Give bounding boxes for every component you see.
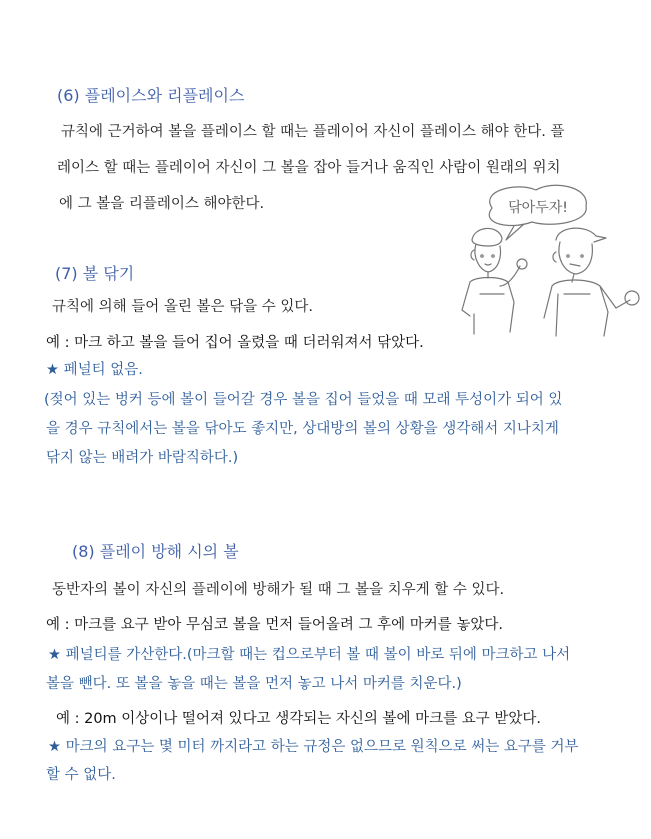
- section-7-example: 예 : 마크 하고 볼을 들어 집어 올렸을 때 더러워져서 닦았다.: [46, 335, 424, 351]
- section-6-line-1: 규칙에 근거하여 볼을 플레이스 할 때는 플레이어 자신이 플레이스 해야 한다. 플: [61, 124, 565, 140]
- section-7-note-1: (젖어 있는 벙커 등에 볼이 들어갈 경우 볼을 집어 들었을 때 모래 투성이가 되어 있: [44, 392, 563, 408]
- section-8-penalty-1-line-1: [48, 645, 570, 665]
- star-icon: ★: [48, 647, 61, 663]
- speech-bubble-text: 닦아두자!: [508, 200, 568, 216]
- section-8-example-2: 예 : 20m 이상이나 떨어져 있다고 생각되는 자신의 볼에 마크를 요구 받았다.: [56, 711, 541, 727]
- section-8-penalty-1-line-2: 볼을 뺀다. 또 볼을 놓을 때는 볼을 먼저 놓고 나서 마커를 치운다.): [46, 676, 462, 692]
- section-8-title: (8) 플레이 방해 시의 볼: [72, 542, 239, 561]
- section-6-line-2: 레이스 할 때는 플레이어 자신이 그 볼을 잡아 들거나 움직인 사람이 원래의 위치: [57, 160, 561, 176]
- section-8-penalty-1-text: 페널티를 가산한다.(마크할 때는 컵으로부터 볼 때 볼이 바로 뒤에 마크하고 나서: [65, 647, 571, 663]
- star-icon: ★: [48, 739, 61, 755]
- section-6-line-3: 에 그 볼을 리플레이스 해야한다.: [59, 196, 265, 212]
- golfers-illustration: [440, 182, 640, 342]
- section-7-note-2: 을 경우 규칙에서는 볼을 닦아도 좋지만, 상대방의 볼의 상황을 생각해서 지나치게: [46, 421, 559, 437]
- section-8-penalty-2-line-2: 할 수 없다.: [46, 767, 116, 783]
- star-icon: ★: [46, 362, 59, 378]
- section-7-rule: 규칙에 의해 들어 올린 볼은 닦을 수 있다.: [52, 299, 313, 315]
- section-6-title: (6) 플레이스와 리플레이스: [57, 86, 245, 105]
- section-7-note-3: 닦지 않는 배려가 바람직하다.): [46, 450, 239, 466]
- section-7-penalty: 페널티 없음.: [63, 362, 143, 378]
- section-8-rule: 동반자의 볼이 자신의 플레이에 방해가 될 때 그 볼을 치우게 할 수 있다.: [52, 582, 505, 598]
- section-8-example-1: 예 : 마크를 요구 받아 무심코 볼을 먼저 들어올려 그 후에 마커를 놓았다.: [46, 617, 503, 633]
- section-8-penalty-2-line-1: [48, 737, 579, 757]
- section-7-penalty-line: [46, 360, 143, 380]
- section-8-penalty-2-text: 마크의 요구는 몇 미터 까지라고 하는 규정은 없으므로 원칙으로 써는 요구를 거부: [65, 739, 579, 755]
- section-7-title: (7) 볼 닦기: [55, 264, 135, 283]
